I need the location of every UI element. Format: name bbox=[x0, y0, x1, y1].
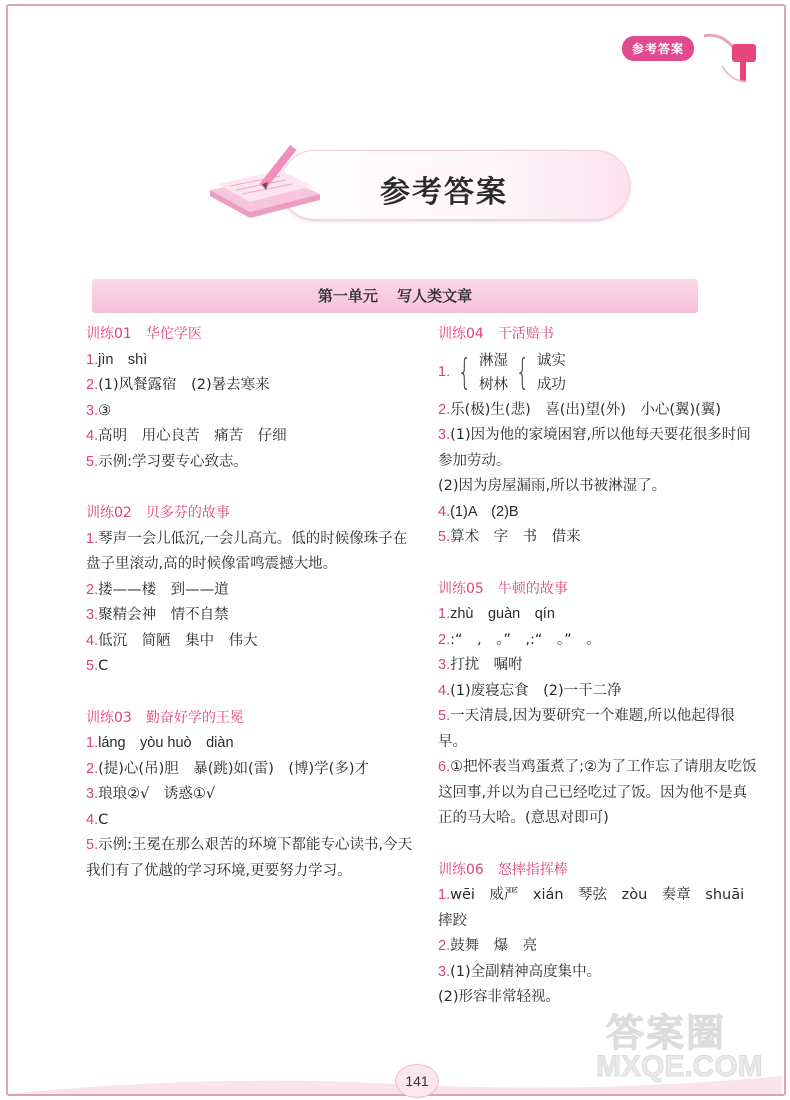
answer-line bbox=[438, 500, 758, 526]
watermark-top-text: 答案圈 bbox=[606, 1011, 727, 1055]
left-brace-icon: { bbox=[457, 351, 472, 393]
brace-word: 淋湿 bbox=[479, 352, 508, 369]
item-text: (2)因为房屋漏雨,所以书被淋湿了。 bbox=[438, 478, 667, 494]
answer-line bbox=[86, 399, 416, 425]
answer-line bbox=[86, 450, 416, 476]
answer-line bbox=[438, 628, 758, 654]
item-text: (1)全副精神高度集中。 bbox=[450, 963, 602, 980]
section-name: 干活赔书 bbox=[497, 326, 554, 342]
item-text: ①把怀表当鸡蛋煮了;②为了工作忘了请朋友吃饭这回事,并以为自己已经吃过了饭。因为他不是真正的马大哈。(意思对即可) bbox=[438, 759, 757, 826]
item-text: 算术 字 书 借来 bbox=[450, 529, 581, 545]
answer-line bbox=[438, 960, 758, 986]
section-name: 华佗学医 bbox=[145, 326, 202, 342]
answer-line bbox=[86, 348, 416, 374]
answer-line bbox=[86, 782, 416, 808]
section-name: 牛顿的故事 bbox=[497, 580, 568, 597]
item-number: 3. bbox=[438, 657, 451, 673]
item-text: zhù guàn qín bbox=[450, 606, 555, 622]
section-title bbox=[86, 322, 416, 348]
item-number: 4. bbox=[438, 682, 451, 699]
header-badge: 参考答案 bbox=[622, 36, 694, 61]
brace-word: 成功 bbox=[536, 376, 566, 393]
watermark-bottom-text: MXQE.COM bbox=[596, 1050, 763, 1083]
brace-left-words bbox=[479, 349, 508, 397]
item-text: láng yòu huò diàn bbox=[98, 735, 234, 751]
section-name: 怒摔指挥棒 bbox=[497, 861, 568, 878]
item-number: 4. bbox=[86, 428, 99, 444]
brace-word: 树林 bbox=[479, 376, 508, 393]
answer-line bbox=[438, 653, 758, 679]
section-title bbox=[86, 706, 416, 732]
item-number: 2. bbox=[438, 631, 451, 648]
answer-section-04 bbox=[438, 322, 758, 551]
item-text: C bbox=[98, 811, 109, 828]
item-number: 2. bbox=[86, 377, 99, 393]
item-number: 1. bbox=[86, 530, 99, 547]
answer-section-03 bbox=[86, 706, 416, 885]
title-banner bbox=[200, 140, 640, 230]
section-number: 训练04 bbox=[438, 326, 484, 342]
answer-section-01 bbox=[86, 322, 416, 475]
brace-word: 诚实 bbox=[536, 352, 566, 369]
pencil-mailbox-icon bbox=[700, 30, 760, 86]
item-text: 乐(极)生(悲) 喜(出)望(外) 小心(翼)(翼) bbox=[450, 401, 721, 418]
item-text: (提)心(吊)胆 暴(跳)如(雷) (博)学(多)才 bbox=[98, 760, 369, 777]
item-text: 示例:王冕在那么艰苦的环境下都能专心读书,今天我们有了优越的学习环境,更要努力学习。 bbox=[86, 837, 413, 879]
answer-line bbox=[86, 373, 416, 399]
section-number: 训练01 bbox=[86, 326, 132, 342]
section-title bbox=[438, 577, 758, 603]
section-number: 训练06 bbox=[438, 861, 484, 878]
item-number: 1. bbox=[86, 735, 99, 751]
item-number: 4. bbox=[86, 811, 99, 828]
item-number: 2. bbox=[438, 938, 451, 954]
answer-line bbox=[86, 578, 416, 604]
section-title bbox=[86, 501, 416, 527]
item-text: 打扰 嘱咐 bbox=[450, 657, 523, 673]
item-number: 1. bbox=[86, 351, 99, 368]
answer-line bbox=[86, 603, 416, 629]
section-title bbox=[438, 322, 758, 348]
item-text: (1)A (2)B bbox=[450, 503, 519, 520]
item-text: (1)因为他的家境困窘,所以他每天要花很多时间参加劳动。 bbox=[438, 427, 751, 469]
item-text: wēi 威严 xián 琴弦 zòu 奏章 shuāi 摔跤 bbox=[438, 887, 759, 929]
answer-line bbox=[438, 602, 758, 628]
item-number: 5. bbox=[86, 837, 99, 853]
item-text: jìn shì bbox=[98, 351, 148, 368]
item-number: 1. bbox=[438, 887, 451, 903]
item-number: 3. bbox=[438, 427, 451, 443]
item-number: 4. bbox=[86, 632, 99, 649]
item-text: 琅琅②√ 诱惑①√ bbox=[98, 786, 216, 802]
page-number: 141 bbox=[395, 1064, 439, 1098]
item-text: 搂——楼 到——道 bbox=[98, 581, 229, 598]
item-text: 低沉 简陋 集中 伟大 bbox=[98, 632, 258, 649]
item-text: 鼓舞 爆 亮 bbox=[450, 938, 538, 954]
section-number: 训练05 bbox=[438, 580, 484, 597]
item-text: (1)风餐露宿 (2)暑去寒来 bbox=[98, 377, 270, 393]
answer-line bbox=[438, 474, 758, 500]
item-text: :“ , 。” ,:“ 。” 。 bbox=[450, 631, 601, 648]
answer-line bbox=[438, 679, 758, 705]
item-number: 2. bbox=[438, 401, 451, 418]
answer-section-02 bbox=[86, 501, 416, 680]
item-text: 琴声一会儿低沉,一会儿高亢。低的时候像珠子在盘子里滚动,高的时候像雷鸣震撼大地。 bbox=[86, 530, 408, 572]
item-text: (2)形容非常轻视。 bbox=[438, 989, 561, 1005]
item-number: 2. bbox=[86, 760, 99, 777]
page-title: 参考答案 bbox=[380, 175, 508, 210]
answer-section-05 bbox=[438, 577, 758, 832]
answer-line bbox=[86, 527, 416, 578]
item-text: C bbox=[98, 658, 109, 674]
left-column bbox=[86, 322, 416, 910]
section-name: 勤奋好学的王冕 bbox=[145, 709, 244, 726]
item-text: (1)废寝忘食 (2)一干二净 bbox=[450, 682, 622, 699]
answer-line bbox=[86, 833, 416, 884]
item-number: 5. bbox=[86, 453, 99, 470]
item-number: 3. bbox=[86, 607, 99, 623]
answer-section-06 bbox=[438, 858, 758, 1011]
answer-line bbox=[86, 654, 416, 680]
answer-line bbox=[438, 883, 758, 934]
item-number: 5. bbox=[86, 658, 99, 674]
answer-line bbox=[438, 423, 758, 474]
item-text: 一天清晨,因为要研究一个难题,所以他起得很早。 bbox=[438, 708, 735, 750]
answer-line bbox=[86, 629, 416, 655]
answer-line bbox=[86, 424, 416, 450]
item-number: 6. bbox=[438, 759, 451, 775]
item-text: 示例:学习要专心致志。 bbox=[98, 453, 248, 470]
book-pencil-icon bbox=[200, 140, 330, 230]
item-number: 2. bbox=[86, 581, 99, 598]
item-number: 3. bbox=[86, 402, 99, 419]
watermark bbox=[596, 1002, 776, 1092]
answer-line bbox=[86, 757, 416, 783]
section-name: 贝多芬的故事 bbox=[145, 505, 230, 521]
item-number: 4. bbox=[438, 503, 451, 520]
right-column bbox=[438, 322, 758, 1037]
unit-heading-bar bbox=[92, 279, 698, 313]
answer-line bbox=[438, 398, 758, 424]
item-number: 3. bbox=[86, 786, 99, 802]
item-number: 5. bbox=[438, 529, 451, 545]
item-number: 1. bbox=[438, 606, 451, 622]
left-brace-icon: { bbox=[515, 351, 530, 393]
answer-line bbox=[438, 525, 758, 551]
item-number: 5. bbox=[438, 708, 451, 724]
section-number: 训练02 bbox=[86, 505, 132, 521]
item-text: ③ bbox=[98, 402, 112, 419]
answer-line bbox=[438, 755, 758, 832]
answer-line bbox=[86, 808, 416, 834]
answer-line bbox=[438, 934, 758, 960]
item-text: 高明 用心良苦 痛苦 仔细 bbox=[98, 428, 287, 444]
answer-line bbox=[86, 731, 416, 757]
item-number: 3. bbox=[438, 963, 451, 980]
section-title bbox=[438, 858, 758, 884]
section-number: 训练03 bbox=[86, 709, 132, 726]
item-text: 聚精会神 情不自禁 bbox=[98, 607, 229, 623]
brace-right-words bbox=[537, 349, 566, 397]
answer-line bbox=[438, 704, 758, 755]
unit-heading: 第一单元 写人类文章 bbox=[317, 287, 473, 305]
item-number: 1. bbox=[438, 363, 451, 380]
brace-answer bbox=[438, 348, 758, 398]
